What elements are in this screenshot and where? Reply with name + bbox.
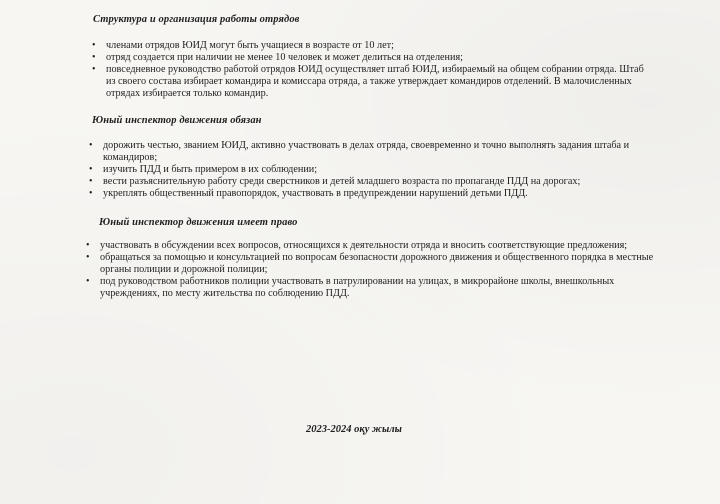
- list-item: • членами отрядов ЮИД могут быть учащиеся в возрасте от 10 лет;: [92, 40, 652, 52]
- list-item: • обращаться за помощью и консультацией по вопросам безопасности дорожного движения и общественного порядка в местные органы полиции и дорожной полиции;: [86, 252, 656, 276]
- list-item: • укреплять общественный правопорядок, участвовать в предупреждении нарушений детьми ПДД.: [89, 188, 659, 200]
- list-item: • отряд создается при наличии не менее 10 человек и может делиться на отделения;: [92, 52, 652, 64]
- section-heading-structure: Структура и организация работы отрядов: [93, 14, 300, 25]
- list-item: • изучить ПДД и быть примером в их соблюдении;: [89, 164, 659, 176]
- list-item: • дорожить честью, званием ЮИД, активно участвовать в делах отряда, своевременно и точно выполнять задания штаба и командиров;: [89, 140, 659, 164]
- section-heading-rights: Юный инспектор движения имеет право: [99, 217, 298, 228]
- academic-year-footer: 2023-2024 оқу жылы: [306, 424, 402, 435]
- section-heading-duties: Юный инспектор движения обязан: [92, 115, 262, 126]
- rights-list: [86, 240, 656, 300]
- list-item: • вести разъяснительную работу среди сверстников и детей младшего возраста по пропаганде ПДД на дорогах;: [89, 176, 659, 188]
- list-item: • участвовать в обсуждении всех вопросов, относящихся к деятельности отряда и вносить соответствующие предложения;: [86, 240, 656, 252]
- list-item: • повседневное руководство работой отрядов ЮИД осуществляет штаб ЮИД, избираемый на общем собрании отряда. Штаб из своего состава избирает командира и комиссара отряда, а также утверждает командиров отделений. В малочисленных отрядах избирается только командир.: [92, 64, 652, 100]
- list-item: • под руководством работников полиции участвовать в патрулировании на улицах, в микрорайоне школы, внешкольных учреждениях, по месту жительства по соблюдению ПДД.: [86, 276, 656, 300]
- structure-list: [92, 40, 652, 100]
- duties-list: [89, 140, 659, 200]
